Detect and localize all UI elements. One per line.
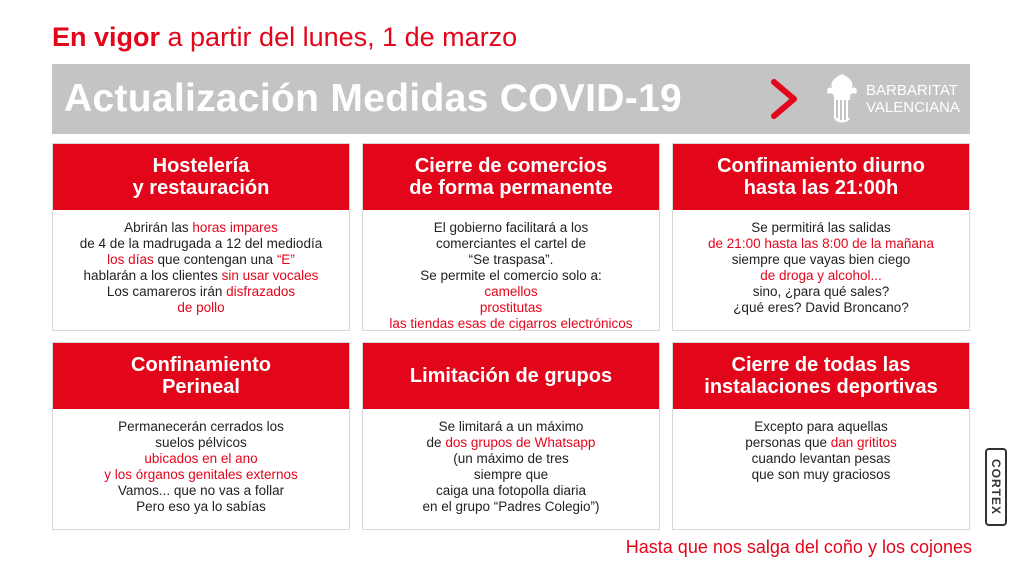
page-title: Actualización Medidas COVID-19: [64, 77, 682, 120]
body-text: (un máximo de tres: [453, 451, 569, 466]
card-title: Cierre de comercios de forma permanente: [363, 144, 659, 210]
body-text: Se permite el comercio solo a:: [420, 268, 602, 283]
card-body: [673, 409, 969, 489]
card-line: [369, 419, 653, 435]
card-line: [679, 220, 963, 236]
card-line: [369, 499, 653, 515]
card-line: [59, 300, 343, 316]
watermark-text: CORTEX: [989, 458, 1004, 516]
effective-date: a partir del lunes, 1 de marzo: [160, 22, 518, 52]
body-text: Abrirán las: [124, 220, 193, 235]
body-text: Vamos... que no vas a follar: [117, 483, 285, 498]
card-body: [53, 210, 349, 322]
card-line: [59, 252, 343, 268]
card-line: [59, 236, 343, 252]
logo: [824, 72, 964, 126]
body-text: Pero eso ya lo sabías: [136, 499, 266, 514]
body-text: Excepto para aquellas: [754, 419, 888, 434]
body-text: El gobierno facilitará a los: [433, 220, 589, 235]
card-line: [59, 220, 343, 236]
card-body: [673, 210, 969, 322]
footer-note: Hasta que nos salga del coño y los cojones: [625, 537, 972, 557]
body-text: de 4 de la madrugada a 12 del mediodía: [79, 236, 323, 251]
highlighted-text: dos grupos de Whatsapp: [445, 435, 596, 450]
card-confinamiento-perineal: [52, 342, 350, 530]
body-text: sino, ¿para qué sales?: [752, 284, 890, 299]
card-line: [59, 467, 343, 483]
highlighted-text: ubicados en el ano: [144, 451, 258, 466]
card-line: [59, 435, 343, 451]
highlighted-text: sin usar vocales: [221, 268, 319, 283]
logo-wordmark: [866, 82, 960, 116]
body-text: Se limitará a un máximo: [438, 419, 584, 434]
card-line: [59, 268, 343, 284]
card-line: [369, 483, 653, 499]
highlighted-text: horas impares: [192, 220, 278, 235]
highlighted-text: disfrazados: [226, 284, 296, 299]
highlighted-text: de pollo: [177, 300, 225, 315]
card-line: [679, 467, 963, 483]
highlighted-text: y los órganos genitales externos: [104, 467, 298, 482]
card-body: [53, 409, 349, 521]
body-text: Permanecerán cerrados los: [118, 419, 284, 434]
card-line: [369, 451, 653, 467]
card-limitacion-grupos: [362, 342, 660, 530]
bat-crest-icon: [824, 72, 860, 126]
card-line: [679, 268, 963, 284]
card-body: [363, 210, 659, 331]
card-cierre-comercios: [362, 143, 660, 331]
card-line: [369, 300, 653, 316]
card-line: [679, 252, 963, 268]
highlighted-text: las tiendas esas de cigarros electrónicos: [389, 316, 633, 331]
card-line: [679, 419, 963, 435]
effective-date-line: [52, 22, 517, 53]
body-text: Los camareros irán: [106, 284, 227, 299]
body-text: que son muy graciosos: [751, 467, 891, 482]
body-text: comerciantes el cartel de: [435, 236, 587, 251]
card-line: [59, 483, 343, 499]
card-line: [369, 284, 653, 300]
card-line: [369, 236, 653, 252]
body-text: hablarán a los clientes: [83, 268, 222, 283]
body-text: ¿qué eres? David Broncano?: [733, 300, 909, 315]
highlighted-text: prostitutas: [479, 300, 543, 315]
card-line: [679, 435, 963, 451]
card-line: [679, 236, 963, 252]
card-title: Limitación de grupos: [363, 343, 659, 409]
card-line: [59, 419, 343, 435]
card-line: [369, 316, 653, 331]
body-text: cuando levantan pesas: [751, 451, 891, 466]
body-text: que contengan una: [153, 252, 277, 267]
body-text: de: [426, 435, 446, 450]
highlighted-text: camellos: [484, 284, 538, 299]
card-line: [369, 252, 653, 268]
card-line: [59, 284, 343, 300]
body-text: siempre que: [473, 467, 549, 482]
card-line: [679, 451, 963, 467]
card-hosteleria: [52, 143, 350, 331]
card-confinamiento-diurno: [672, 143, 970, 331]
highlighted-text: los días: [107, 252, 154, 267]
watermark: [985, 448, 1007, 526]
card-line: [679, 300, 963, 316]
card-title: Confinamiento Perineal: [53, 343, 349, 409]
card-body: [363, 409, 659, 521]
card-title: Confinamiento diurno hasta las 21:00h: [673, 144, 969, 210]
body-text: suelos pélvicos: [155, 435, 247, 450]
body-text: personas que: [745, 435, 831, 450]
card-line: [369, 268, 653, 284]
body-text: caiga una fotopolla diaria: [435, 483, 587, 498]
card-line: [369, 220, 653, 236]
body-text: siempre que vayas bien ciego: [731, 252, 911, 267]
highlighted-text: de 21:00 hasta las 8:00 de la mañana: [708, 236, 934, 251]
highlighted-text: dan grititos: [830, 435, 897, 450]
highlighted-text: de droga y alcohol...: [760, 268, 882, 283]
card-title: Hostelería y restauración: [53, 144, 349, 210]
card-cierre-deportivas: [672, 342, 970, 530]
card-title: Cierre de todas las instalaciones deportivas: [673, 343, 969, 409]
body-text: “Se traspasa”.: [468, 252, 554, 267]
card-line: [59, 451, 343, 467]
logo-line-1: BARBARITAT: [866, 82, 958, 99]
card-line: [679, 284, 963, 300]
card-line: [59, 499, 343, 515]
body-text: en el grupo “Padres Colegio”): [422, 499, 600, 514]
effective-label: En vigor: [52, 22, 161, 52]
highlighted-text: “E”: [276, 252, 295, 267]
body-text: Se permitirá las salidas: [751, 220, 891, 235]
logo-line-2: VALENCIANA: [866, 99, 960, 116]
title-banner: [52, 64, 970, 134]
card-line: [369, 435, 653, 451]
chevron-right-icon: [764, 78, 804, 120]
card-line: [369, 467, 653, 483]
